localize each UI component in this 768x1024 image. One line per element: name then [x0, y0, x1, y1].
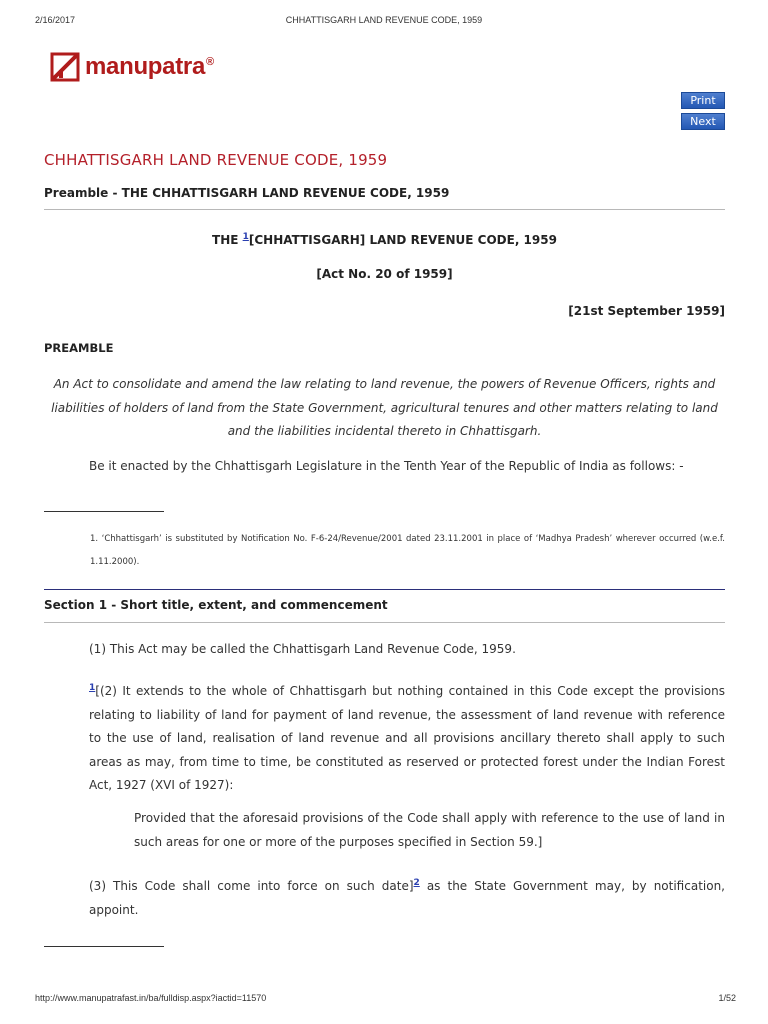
- section-1-clause-1: (1) This Act may be called the Chhattisgarh Land Revenue Code, 1959.: [89, 642, 516, 656]
- preamble-label: PREAMBLE: [44, 341, 114, 355]
- logo-text: manupatra®: [85, 53, 214, 80]
- print-url: http://www.manupatrafast.in/ba/fulldisp.aspx?iactid=11570: [35, 993, 267, 1003]
- page-number: 1/52: [718, 993, 736, 1003]
- act-date: [21st September 1959]: [568, 304, 725, 318]
- print-button[interactable]: Print: [681, 92, 725, 109]
- print-date: 2/16/2017: [35, 15, 76, 25]
- preamble-text: An Act to consolidate and amend the law relating to land revenue, the powers of Revenue Officers, rights and liabilities of holders of land from the State Government, agricultural tenures and other matters relating to land and the liabilities incidental thereto in Chhattisgarh.: [51, 377, 718, 438]
- section-1-heading: Section 1 - Short title, extent, and commencement: [44, 598, 388, 612]
- preamble-heading: Preamble - THE CHHATTISGARH LAND REVENUE CODE, 1959: [44, 186, 450, 200]
- footnote-divider: [44, 511, 164, 512]
- divider: [44, 622, 725, 623]
- section-1-clause-3: (3) This Code shall come into force on such date]$^2$ as the State Government may, by notification, appoint.: [89, 878, 725, 917]
- manupatra-logo[interactable]: [50, 52, 214, 82]
- footnote-ref-1[interactable]: 1: [242, 232, 249, 242]
- footnote-ref-1[interactable]: 1: [89, 683, 96, 693]
- section-divider: [44, 589, 725, 590]
- section-1-clause-2: $^1$[(2) It extends to the whole of Chhattisgarh but nothing contained in this Code except the provisions relating to liability of land for payment of land revenue, the assessment of land revenue with reference to the use of land, realisation of land revenue and all provisions ancillary thereto shall apply to such areas as may, from time to time, be constituted as reserved or protected forest under the Indian Forest Act, 1927 (XVI of 1927):: [89, 683, 725, 792]
- footnote-divider: [44, 946, 164, 947]
- act-title: THE $^1$[CHHATTISGARH] LAND REVENUE CODE, 1959: [212, 232, 557, 247]
- enactment-clause: Be it enacted by the Chhattisgarh Legislature in the Tenth Year of the Republic of India as follows: -: [89, 459, 684, 473]
- section-1-proviso: Provided that the aforesaid provisions of the Code shall apply with reference to the use of land in such areas for one or more of the purposes specified in Section 59.]: [134, 811, 725, 849]
- manupatra-logo-icon: [50, 52, 80, 82]
- next-button[interactable]: Next: [681, 113, 725, 130]
- footnote-1: 1. ‘Chhattisgarh’ is substituted by Notification No. F-6-24/Revenue/2001 dated 23.11.2001 in place of ‘Madhya Pradesh’ wherever occurred (w.e.f. 1.11.2000).: [90, 534, 725, 567]
- document-title: CHHATTISGARH LAND REVENUE CODE, 1959: [44, 151, 388, 169]
- divider: [44, 209, 725, 210]
- act-number: [Act No. 20 of 1959]: [316, 267, 453, 281]
- footnote-ref-2[interactable]: 2: [413, 878, 420, 888]
- print-title: CHHATTISGARH LAND REVENUE CODE, 1959: [285, 15, 483, 25]
